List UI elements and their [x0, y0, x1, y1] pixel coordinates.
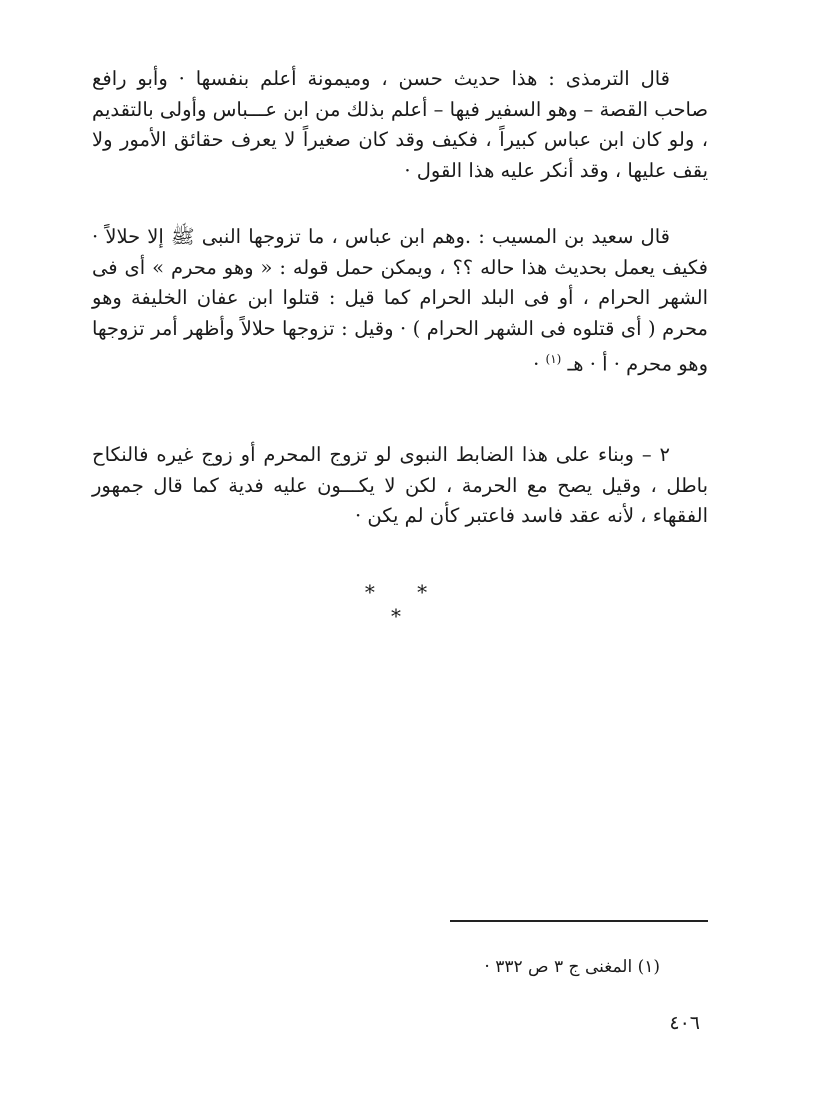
paragraph-3: [92, 440, 708, 532]
footnote: (١) المغنى ج ٣ ص ٣٣٢ ·: [484, 957, 660, 977]
paragraph-2: [92, 222, 708, 380]
paragraph-1: [92, 64, 708, 186]
paragraph-2-body: قال سعيد بن المسيب : .وهم ابن عباس ، ما تزوجها النبى ﷺ إلا حلالاً · فكيف يعمل بحديث هذا حاله ؟؟ ، ويمكن حمل قوله : « وهو محرم » أى فى الشهر الحرام ، أو فى البلد الحرام كما قيل : قتلوا ابن عفان الخليفة وهو محرم ( أى قتلوه فى الشهر الحرام ) · وقيل : تزوجها حلالاً وأظهر أمر تزوجها وهو محرم · أ · هـ: [92, 225, 708, 376]
page-number: ٤٠٦: [669, 1012, 700, 1034]
paragraph-3-text: ٢ – وبناء على هذا الضابط النبوى لو تزوج المحرم أو زوج غيره فالنكاح باطل ، وقيل يصح مع الحرمة ، لكن لا يكـــون عليه فدية كما قال جمهور الفقهاء ، لأنه عقد فاسد فاعتبر كأن لم يكن ·: [92, 443, 708, 527]
footnote-divider: [450, 920, 708, 922]
paragraph-1-text: قال الترمذى : هذا حديث حسن ، وميمونة أعلم بنفسها · وأبو رافع صاحب القصة – وهو السفير فيها – أعلم بذلك من ابن عـــباس وأولى بالتقديم ، ولو كان ابن عباس كبيراً ، فكيف وقد كان صغيراً لا يعرف حقائق الأمور ولا يقف عليها ، وقد أنكر عليه هذا القول ·: [92, 67, 708, 182]
section-separator: * * *: [364, 580, 446, 628]
footnote-reference: (١): [545, 352, 562, 366]
paragraph-2-end: ·: [533, 352, 546, 376]
paragraph-2-text: [92, 222, 708, 380]
